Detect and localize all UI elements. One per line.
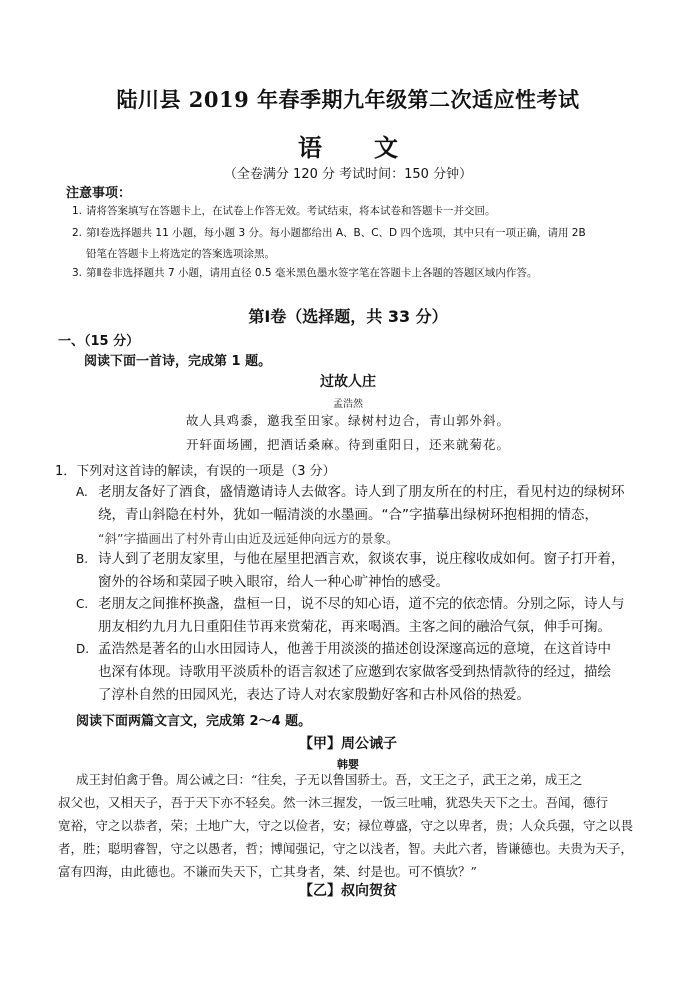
notice-item-2 — [72, 223, 652, 265]
instruction-wenyan: 阅读下面两篇文言文，完成第 2～4 题。 — [76, 714, 312, 729]
exam-title: 陆川县 2019 年春季期九年级第二次适应性考试 — [116, 87, 580, 112]
poem-author: 孟浩然 — [333, 399, 363, 410]
option-b — [76, 548, 656, 594]
option-line: 孟浩然是著名的山水田园诗人，他善于用淡淡的描述创设深邃高远的意境，在这首诗中 — [98, 641, 611, 657]
option-line: 老朋友之间推杯换盏，盘桓一日，说不尽的知心语，道不完的依恋情。分别之际，诗人与 — [98, 596, 625, 612]
question-1-stem: 1．下列对这首诗的解读，有误的一项是（3 分） — [55, 464, 336, 479]
option-line: 诗人到了老朋友家里，与他在屋里把酒言欢，叙谈农事，说庄稼收成如何。窗子打开着， — [98, 551, 625, 567]
subject-title — [0, 128, 696, 163]
notice-text: 第Ⅰ卷选择题共 11 小题，每小题 3 分。每小题都给出 A、B、C、D 四个选项，其中只有一项正确，请用 2B — [86, 227, 586, 239]
option-line: 绕，青山斜隐在村外，犹如一幅清淡的水墨画。“合”字描摹出绿树环抱相拥的情态， — [98, 507, 598, 523]
option-line: 也深有体现。诗歌用平淡质朴的语言叙述了应邀到农家做客受到热情款待的经过，描绘 — [98, 664, 611, 680]
option-line: 朋友相约九月九日重阳佳节再来赏菊花，再来喝酒。主客之间的融洽气氛，伸手可掬。 — [98, 619, 611, 635]
passage-line: 富有四海，由此德也。不谦而失天下，亡其身者，桀、纣是也。可不慎欤？” — [58, 864, 477, 879]
poem-title: 过故人庄 — [320, 374, 376, 390]
passage-line: 叔父也，又相天子，吾于天下亦不轻矣。然一沐三握发，一饭三吐哺，犹恐失天下之士。吾闻，德行 — [58, 795, 609, 810]
section-title: 第Ⅰ卷（选择题，共 33 分） — [248, 307, 448, 326]
notice-item-3 — [72, 263, 652, 284]
exam-info: （全卷满分 120 分 考试时间：150 分钟） — [223, 167, 473, 182]
option-c — [76, 593, 656, 639]
option-letter: C. — [76, 597, 89, 611]
subject-char-1: 语 — [298, 133, 322, 162]
subject-char-2: 文 — [374, 133, 398, 162]
notice-text: 铅笔在答题卡上将选定的答案选项涂黑。 — [86, 248, 275, 260]
passage-yi-title: 【乙】叔向贺贫 — [299, 883, 397, 899]
passage-jia-title: 【甲】周公诫子 — [299, 736, 397, 752]
notice-text: 第Ⅱ卷非选择题共 7 小题，请用直径 0.5 毫米黑色墨水签字笔在答题卡上各题的答题区域内作答。 — [86, 267, 538, 279]
option-a — [76, 481, 656, 550]
passage-line: 成王封伯禽于鲁。周公诫之曰：“往矣，子无以鲁国骄士。吾，文王之子，武王之弟，成王之 — [76, 772, 583, 787]
poem-line: 开轩面场圃，把酒话桑麻。待到重阳日，还来就菊花。 — [185, 437, 510, 452]
poem-line: 故人具鸡黍，邀我至田家。绿树村边合，青山郭外斜。 — [185, 413, 510, 428]
passage-jia-author: 韩婴 — [337, 758, 359, 771]
option-line: 老朋友备好了酒食，盛情邀请诗人去做客。诗人到了朋友所在的村庄，看见村边的绿树环 — [98, 484, 625, 500]
notice-num: 2. — [72, 227, 83, 239]
notice-heading: 注意事项： — [66, 186, 132, 201]
notice-text: 请将答案填写在答题卡上，在试卷上作答无效。考试结束，将本试卷和答题卡一并交回。 — [86, 205, 496, 217]
option-line: 了淳朴自然的田园风光，表达了诗人对农家殷勤好客和古朴风俗的热爱。 — [98, 687, 530, 703]
option-letter: D. — [76, 642, 90, 656]
passage-jia-text — [58, 768, 668, 883]
option-line: “斜”字描画出了村外青山由近及远延伸向远方的景象。 — [98, 531, 399, 546]
option-d — [76, 638, 656, 707]
option-letter: A. — [76, 485, 88, 499]
passage-line: 者，胜；聪明睿智，守之以愚者，哲；博闻强记，守之以浅者，智。夫此六者，皆谦德也。夫贵为天子， — [58, 841, 634, 856]
instruction-poem: 阅读下面一首诗，完成第 1 题。 — [84, 354, 272, 369]
notice-num: 3. — [72, 267, 83, 279]
option-letter: B. — [76, 552, 89, 566]
option-line: 窗外的谷场和菜园子映入眼帘，给人一种心旷神怡的感受。 — [98, 574, 449, 590]
passage-line: 宽裕，守之以恭者，荣；土地广大，守之以俭者，安；禄位尊盛，守之以卑者，贵；人众兵强，守之以畏 — [58, 818, 634, 833]
notice-num: 1. — [72, 205, 83, 217]
notice-item-1 — [72, 201, 652, 222]
part-heading: 一、（15 分） — [58, 334, 140, 349]
